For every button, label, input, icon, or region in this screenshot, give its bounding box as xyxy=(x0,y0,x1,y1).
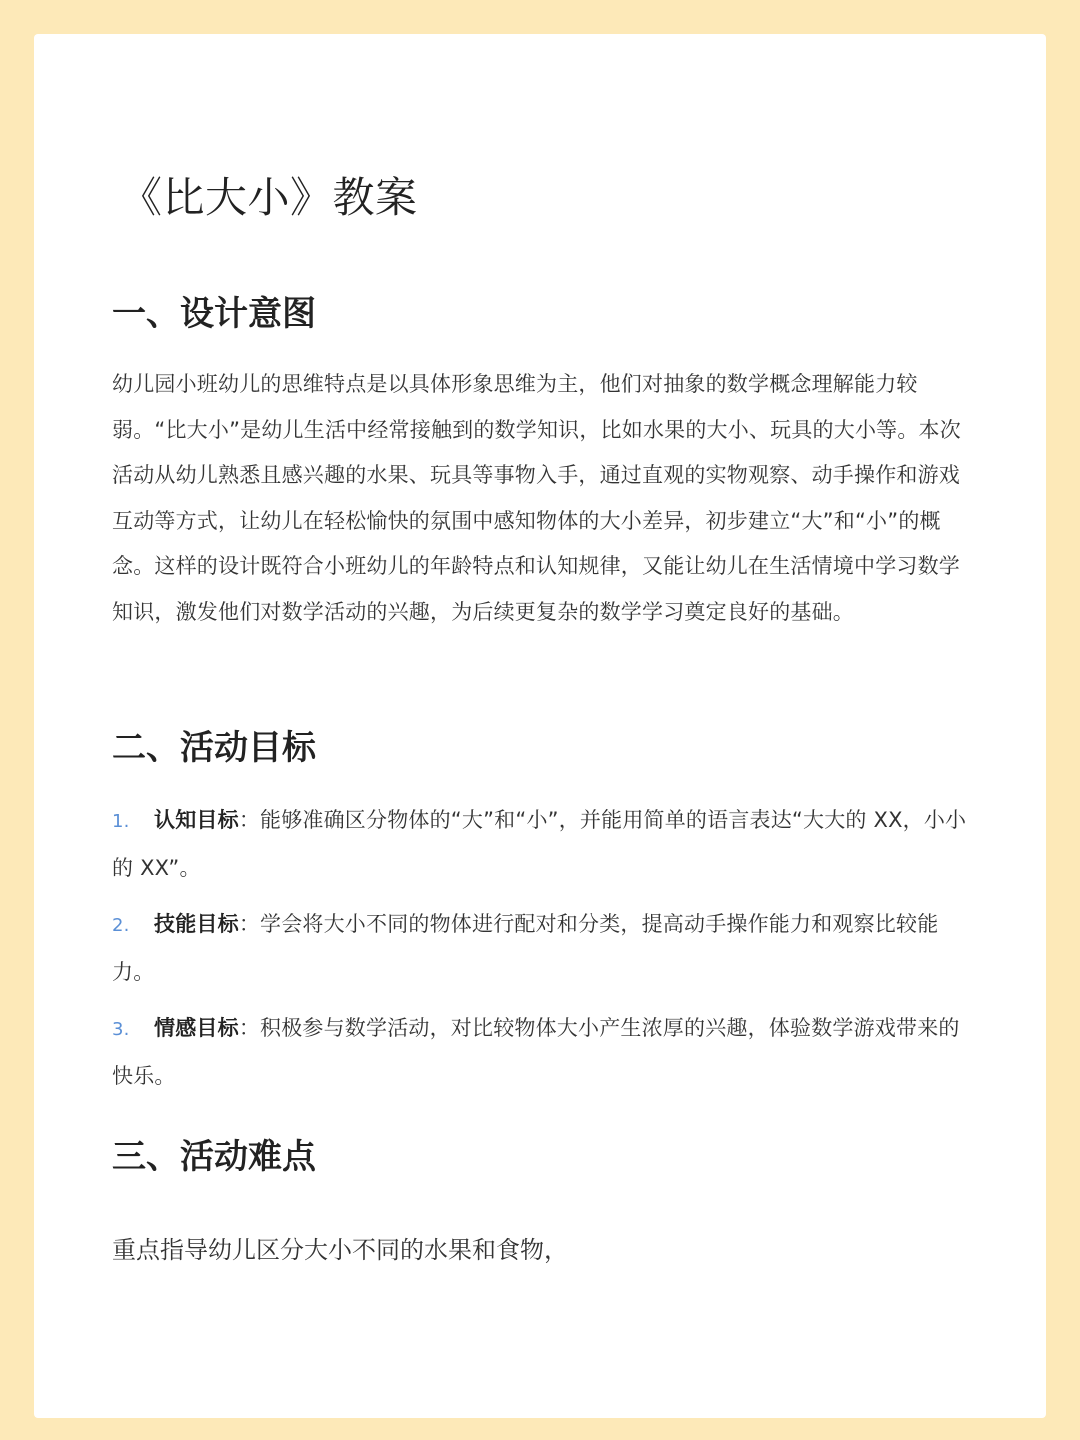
activity-difficulty-text: 重点指导幼儿区分大小不同的水果和食物， xyxy=(112,1236,568,1264)
goal-number: 1. xyxy=(112,811,130,832)
design-intent-paragraph: 幼儿园小班幼儿的思维特点是以具体形象思维为主，他们对抽象的数学概念理解能力较弱。“比大小”是幼儿生活中经常接触到的数学知识，比如水果的大小、玩具的大小等。本次活动从幼儿熟悉且感兴趣的水果、玩具等事物入手，通过直观的实物观察、动手操作和游戏互动等方式，让幼儿在轻松愉快的氛围中感知物体的大小差异，初步建立“大”和“小”的概念。这样的设计既符合小班幼儿的年龄特点和认知规律，又能让幼儿在生活情境中学习数学知识，激发他们对数学活动的兴趣，为后续更复杂的数学学习奠定良好的基础。 xyxy=(112,372,961,624)
goal-item-skill xyxy=(112,901,968,995)
section-heading-design-intent: 一、设计意图 xyxy=(112,294,316,334)
goal-text: ：积极参与数学活动，对比较物体大小产生浓厚的兴趣，体验数学游戏带来的快乐。 xyxy=(112,1016,960,1088)
goal-text: ：能够准确区分物体的“大”和“小”，并能用简单的语言表达“大大的 XX，小小的 XX”。 xyxy=(112,808,967,880)
goal-label: 认知目标 xyxy=(154,808,239,832)
goal-number: 3. xyxy=(112,1019,130,1040)
section-heading-activity-difficulty: 三、活动难点 xyxy=(112,1137,316,1177)
goal-number: 2. xyxy=(112,915,130,936)
goal-item-cognitive xyxy=(112,797,968,891)
goal-label: 技能目标 xyxy=(154,912,239,936)
goal-text: ：学会将大小不同的物体进行配对和分类，提高动手操作能力和观察比较能力。 xyxy=(112,912,939,984)
goal-label: 情感目标 xyxy=(154,1016,239,1040)
document-page xyxy=(34,34,1046,1418)
goal-item-emotional xyxy=(112,1005,968,1099)
section-heading-activity-goals: 二、活动目标 xyxy=(112,728,316,768)
document-title: 《比大小》教案 xyxy=(120,173,418,222)
activity-goals-list xyxy=(112,797,968,1109)
